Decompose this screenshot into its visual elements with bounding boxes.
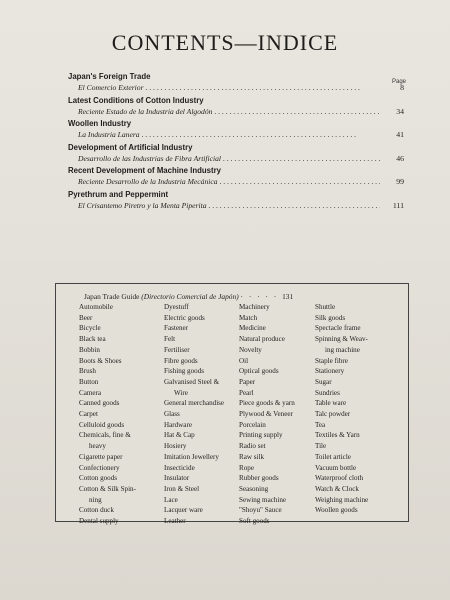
toc-entry-title-es: El Comercio Exterior . . . xyxy=(78,83,380,92)
toc-entry-title-en: Latest Conditions of Cotton Industry xyxy=(68,95,204,105)
guide-column-3 xyxy=(239,302,295,527)
guide-list-item: Natural produce xyxy=(239,335,285,344)
guide-list-item: Oil xyxy=(239,356,249,365)
guide-list-item: Glass xyxy=(164,410,180,419)
guide-list-item: Hat & Cap xyxy=(164,431,195,440)
guide-list-item: Shuttle xyxy=(315,303,336,311)
guide-list-item: Fertiliser xyxy=(164,345,190,354)
guide-list-item: Staple fibre xyxy=(315,356,348,365)
guide-list-item: Spinning & Weav- xyxy=(315,335,368,344)
leader-dots: · · · · · xyxy=(240,292,283,301)
toc-entry-title-es: La Industria Lanera . . . xyxy=(78,130,380,139)
toc-entry xyxy=(60,96,406,120)
guide-list-item: Weighing machine xyxy=(315,495,369,504)
guide-list-item: Confectionery xyxy=(79,463,120,472)
guide-list-item: Toilet article xyxy=(315,452,351,461)
guide-list-item: Galvanised Steel & xyxy=(164,377,220,386)
guide-list-item: Dyestuff xyxy=(164,303,189,311)
guide-list-item: Fishing goods xyxy=(164,367,205,376)
guide-list-item: Cotton & Silk Spin- xyxy=(79,484,136,493)
guide-list-item: Raw silk xyxy=(239,452,265,461)
guide-list-item: "Shoyu" Sauce xyxy=(239,506,282,515)
guide-list-item: Carpet xyxy=(79,410,98,419)
trade-guide-box xyxy=(55,283,409,526)
guide-list-item: Novelty xyxy=(239,345,262,354)
guide-list-item: Cotton goods xyxy=(79,474,118,483)
guide-list-item: Sundries xyxy=(315,388,340,397)
toc-entry-title-es: El Crisantemo Piretro y la Menta Piperita . . . xyxy=(78,201,380,210)
toc-entry-page: 99 xyxy=(396,177,404,186)
guide-column-1 xyxy=(79,302,136,527)
guide-column-2 xyxy=(164,302,224,527)
guide-list-item: Woollen goods xyxy=(315,506,358,515)
guide-list-item: Imitation Jewellery xyxy=(164,452,219,461)
guide-list-item: Radio set xyxy=(239,442,266,451)
guide-list-item: Waterproof cloth xyxy=(315,474,364,483)
guide-list-item: Medicine xyxy=(239,324,266,333)
guide-list-item: heavy xyxy=(89,442,106,451)
toc-entry-title-es: Reciente Estado de la Industria del Algodón . . . xyxy=(78,107,380,116)
guide-list-item: Textiles & Yarn xyxy=(315,431,360,440)
guide-list-item: Black tea xyxy=(79,335,106,344)
toc-entry xyxy=(60,72,406,96)
guide-list-item: Hosiery xyxy=(164,442,187,451)
trade-guide-heading xyxy=(84,292,394,301)
guide-list-item: ning xyxy=(89,495,102,504)
guide-list-item: Automobile xyxy=(79,303,113,311)
toc-entry-page: 111 xyxy=(392,200,404,210)
toc-entry-page: 41 xyxy=(396,130,404,139)
toc-entry-page: 8 xyxy=(400,83,404,92)
guide-list-item: Fibre goods xyxy=(164,356,198,365)
guide-list-item: Porcelain xyxy=(239,420,266,429)
guide-list-item: Lace xyxy=(164,495,178,504)
guide-list-item: Stationery xyxy=(315,367,345,376)
toc-entry-title-en: Woollen Industry xyxy=(68,119,132,128)
guide-list-item: Hardware xyxy=(164,420,192,429)
toc-entry xyxy=(60,190,406,214)
guide-list-item: Rope xyxy=(239,463,254,472)
guide-list-item: Cotton duck xyxy=(79,506,114,515)
guide-list-item: Button xyxy=(79,377,99,386)
guide-list-item: Fastener xyxy=(164,324,189,333)
guide-list-item: Vacuum bottle xyxy=(315,463,357,472)
guide-list-item: Celluloid goods xyxy=(79,420,125,429)
guide-list-item: Sewing machine xyxy=(239,495,287,504)
guide-list-item: Insulator xyxy=(164,474,190,483)
guide-list-item: Electric goods xyxy=(164,313,205,322)
toc-entry xyxy=(60,143,406,167)
guide-list-item: Watch & Clock xyxy=(315,484,359,493)
page-column-header: Page xyxy=(391,79,406,85)
guide-list-item: Chemicals, fine & xyxy=(79,431,131,440)
guide-list-item: Paper xyxy=(239,377,256,386)
guide-list-item: Plywood & Veneer xyxy=(239,410,293,419)
guide-list-item: Tea xyxy=(315,420,326,429)
guide-list-item: Tile xyxy=(315,442,327,451)
guide-list-item: Optical goods xyxy=(239,367,279,376)
toc-entry-title-en: Development of Artificial Industry xyxy=(68,142,193,152)
guide-list-item: Sugar xyxy=(315,377,332,386)
table-of-contents xyxy=(60,70,406,213)
trade-guide-subtitle: (Directorio Comercial de Japón) xyxy=(141,292,239,301)
guide-list-item: Lacquer ware xyxy=(164,506,203,515)
guide-list-item: Soft goods xyxy=(239,517,270,526)
guide-list-item: Spectacle frame xyxy=(315,324,361,333)
toc-entry-page: 46 xyxy=(396,153,404,163)
guide-list-item: Wire xyxy=(174,388,188,397)
toc-entry-title-es: Desarrollo de las Industrias de Fibra Artificial . . . xyxy=(78,154,380,163)
toc-entry-title-en: Pyrethrum and Peppermint xyxy=(68,189,169,199)
guide-list-item: Pearl xyxy=(239,388,254,397)
guide-list-item: Bicycle xyxy=(79,324,101,333)
guide-list-item: Machinery xyxy=(239,303,270,311)
toc-entry-page: 34 xyxy=(396,106,404,116)
guide-list-item: ing machine xyxy=(325,345,360,354)
guide-list-item: Beer xyxy=(79,313,93,322)
guide-list-item: Silk goods xyxy=(315,313,346,322)
guide-list-item: Canned goods xyxy=(79,399,120,408)
guide-list-item: Brush xyxy=(79,367,96,376)
guide-list-item: Bobbin xyxy=(79,345,100,354)
guide-list-item: Piece goods & yarn xyxy=(239,399,295,408)
guide-list-item: Insecticide xyxy=(164,463,195,472)
guide-list-item: Printing supply xyxy=(239,431,283,440)
guide-list-item: Talc powder xyxy=(315,410,351,419)
toc-entry-title-en: Japan's Foreign Trade xyxy=(68,72,151,81)
guide-list-item: Table ware xyxy=(315,399,347,408)
guide-list-item: Camera xyxy=(79,388,102,397)
toc-entry-title-es: Reciente Desarrollo de la Industria Mecánica . . . xyxy=(78,177,380,186)
guide-column-4 xyxy=(315,302,368,516)
guide-list-item: Dental supply xyxy=(79,517,119,526)
toc-entry-title-en: Recent Development of Machine Industry xyxy=(68,166,221,175)
guide-list-item: Iron & Steel xyxy=(164,484,200,493)
page-title: CONTENTS—INDICE xyxy=(111,30,339,55)
trade-guide-page: 131 xyxy=(282,292,294,301)
toc-entry xyxy=(60,166,406,190)
guide-list-item: Felt xyxy=(164,335,176,344)
guide-list-item: Boots & Shoes xyxy=(79,356,122,365)
guide-list-item: Match xyxy=(239,313,258,322)
toc-entry xyxy=(60,119,406,143)
guide-list-item: Leather xyxy=(164,517,186,526)
trade-guide-title: Japan Trade Guide xyxy=(84,292,140,301)
guide-list-item: General merchandise xyxy=(164,399,225,408)
guide-list-item: Seasoning xyxy=(239,484,269,493)
guide-list-item: Rubber goods xyxy=(239,474,279,483)
guide-list-item: Cigarette paper xyxy=(79,452,123,461)
